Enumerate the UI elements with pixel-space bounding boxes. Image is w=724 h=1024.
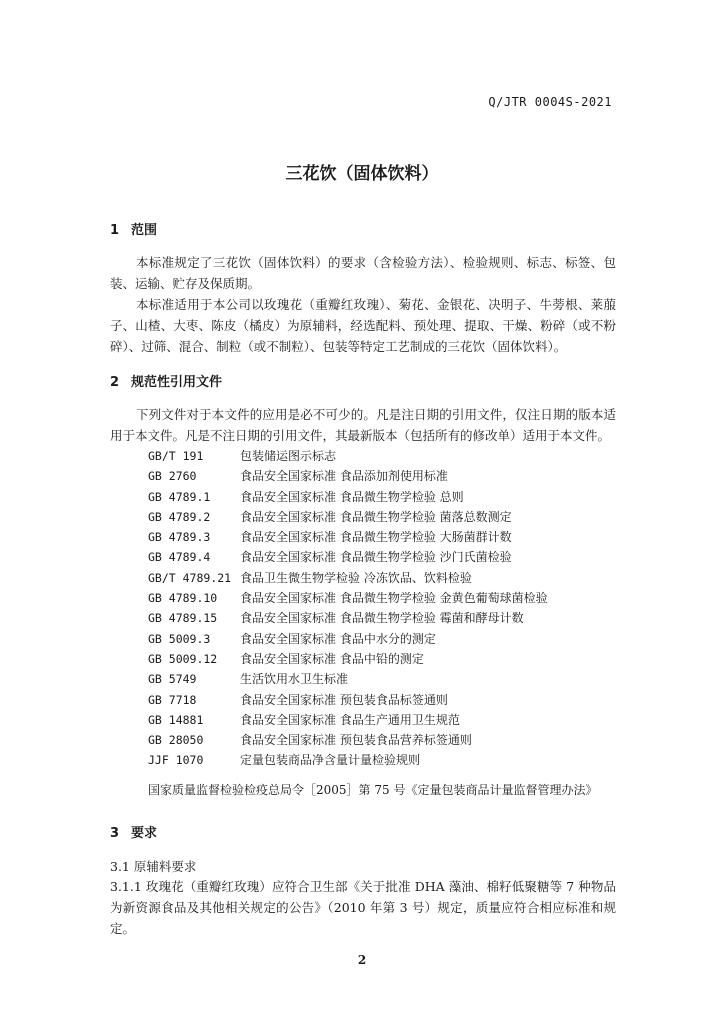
reference-item	[148, 547, 628, 567]
section-1-heading	[110, 219, 157, 238]
paragraph: 3.1.1 玫瑰花（重瓣红玫瑰）应符合卫生部《关于批准 DHA 藻油、棉籽低聚糖等 7 种物品为新资源食品及其他相关规定的公告》（2010 年第 3 号）规定，质量应符合相应标准和规定。	[110, 879, 616, 936]
subsection-3-1: 3.1 原辅料要求	[110, 859, 197, 874]
section-number: 1	[110, 223, 120, 238]
reference-title: 食品安全国家标准 食品中铅的测定	[240, 651, 424, 666]
section-number: 3	[110, 826, 120, 841]
reference-code: GB 5749	[148, 672, 197, 687]
reference-code: GB 28050	[148, 733, 204, 748]
reference-code: GB 14881	[148, 712, 204, 727]
reference-item	[148, 750, 628, 770]
reference-code: GB 4789.4	[148, 550, 211, 565]
reference-item	[148, 487, 628, 507]
reference-item	[148, 527, 628, 547]
reference-title: 食品安全国家标准 食品生产通用卫生规范	[240, 712, 460, 727]
reference-item	[148, 710, 628, 730]
section-title: 要求	[131, 826, 158, 841]
reference-item	[148, 669, 628, 689]
reference-code: GB 4789.2	[148, 509, 211, 524]
reference-title: 食品安全国家标准 食品微生物学检验 总则	[240, 489, 464, 504]
reference-regulation: 国家质量监督检验检疫总局令［2005］第 75 号《定量包装商品计量监督管理办法》	[148, 783, 598, 797]
section-1-body	[110, 252, 616, 357]
reference-item	[148, 690, 628, 710]
reference-title: 食品安全国家标准 预包装食品营养标签通则	[240, 733, 472, 748]
reference-item	[148, 608, 628, 628]
reference-item	[148, 507, 628, 527]
standard-code: Q/JTR 0004S-2021	[488, 95, 612, 109]
reference-title: 食品安全国家标准 食品中水分的测定	[240, 631, 436, 646]
reference-list	[148, 446, 628, 771]
reference-item	[148, 466, 628, 486]
section-number: 2	[110, 375, 120, 390]
reference-code: GB 4789.1	[148, 489, 211, 504]
reference-title: 食品安全国家标准 食品微生物学检验 大肠菌群计数	[240, 530, 512, 545]
reference-title: 食品卫生微生物学检验 冷冻饮品、饮料检验	[240, 570, 472, 585]
subsection-3-1-1	[110, 876, 616, 939]
reference-title: 食品安全国家标准 食品微生物学检验 霉菌和酵母计数	[240, 611, 524, 626]
page-number: 2	[357, 953, 367, 967]
reference-code: GB 5009.3	[148, 631, 211, 646]
paragraph: 下列文件对于本文件的应用是必不可少的。凡是注日期的引用文件，仅注日期的版本适用于本文件。凡是不注日期的引用文件，其最新版本（包括所有的修改单）适用于本文件。	[110, 407, 616, 443]
reference-code: GB 5009.12	[148, 651, 218, 666]
reference-title: 食品安全国家标准 食品微生物学检验 菌落总数测定	[240, 509, 512, 524]
reference-title: 包装储运图示标志	[240, 449, 337, 463]
reference-item	[148, 568, 628, 588]
reference-title: 定量包装商品净含量计量检验规则	[240, 753, 421, 768]
reference-title: 食品安全国家标准 预包装食品标签通则	[240, 692, 448, 707]
section-title: 范围	[131, 223, 158, 238]
reference-code: GB 4789.3	[148, 530, 211, 545]
reference-title: 食品安全国家标准 食品微生物学检验 沙门氏菌检验	[240, 550, 512, 565]
reference-item	[148, 588, 628, 608]
reference-code: GB/T 191	[148, 449, 204, 463]
section-2-intro	[110, 404, 616, 446]
reference-title: 生活饮用水卫生标准	[240, 672, 349, 687]
section-3-heading	[110, 822, 157, 841]
reference-code: GB/T 4789.21	[148, 570, 232, 585]
reference-code: GB 4789.15	[148, 611, 218, 626]
paragraph: 本标准适用于本公司以玫瑰花（重瓣红玫瑰）、菊花、金银花、决明子、牛蒡根、莱菔子、山楂、大枣、陈皮（橘皮）为原辅料，经选配料、预处理、提取、干燥、粉碎（或不粉碎）、过筛、混合、制粒（或不制粒）、包装等特定工艺制成的三花饮（固体饮料）。	[110, 297, 616, 354]
section-title: 规范性引用文件	[131, 375, 223, 390]
reference-item	[148, 629, 628, 649]
reference-item	[148, 649, 628, 669]
reference-code: GB 4789.10	[148, 591, 218, 606]
reference-code: GB 7718	[148, 692, 197, 707]
reference-code: GB 2760	[148, 469, 197, 484]
reference-title: 食品安全国家标准 食品添加剂使用标准	[240, 469, 448, 484]
paragraph: 本标准规定了三花饮（固体饮料）的要求（含检验方法）、检验规则、标志、标签、包装、运输、贮存及保质期。	[110, 255, 616, 291]
reference-item	[148, 730, 628, 750]
reference-code: JJF 1070	[148, 753, 204, 768]
section-2-heading	[110, 371, 222, 390]
document-title: 三花饮（固体饮料）	[285, 164, 439, 184]
reference-item	[148, 446, 628, 466]
reference-title: 食品安全国家标准 食品微生物学检验 金黄色葡萄球菌检验	[240, 591, 548, 606]
